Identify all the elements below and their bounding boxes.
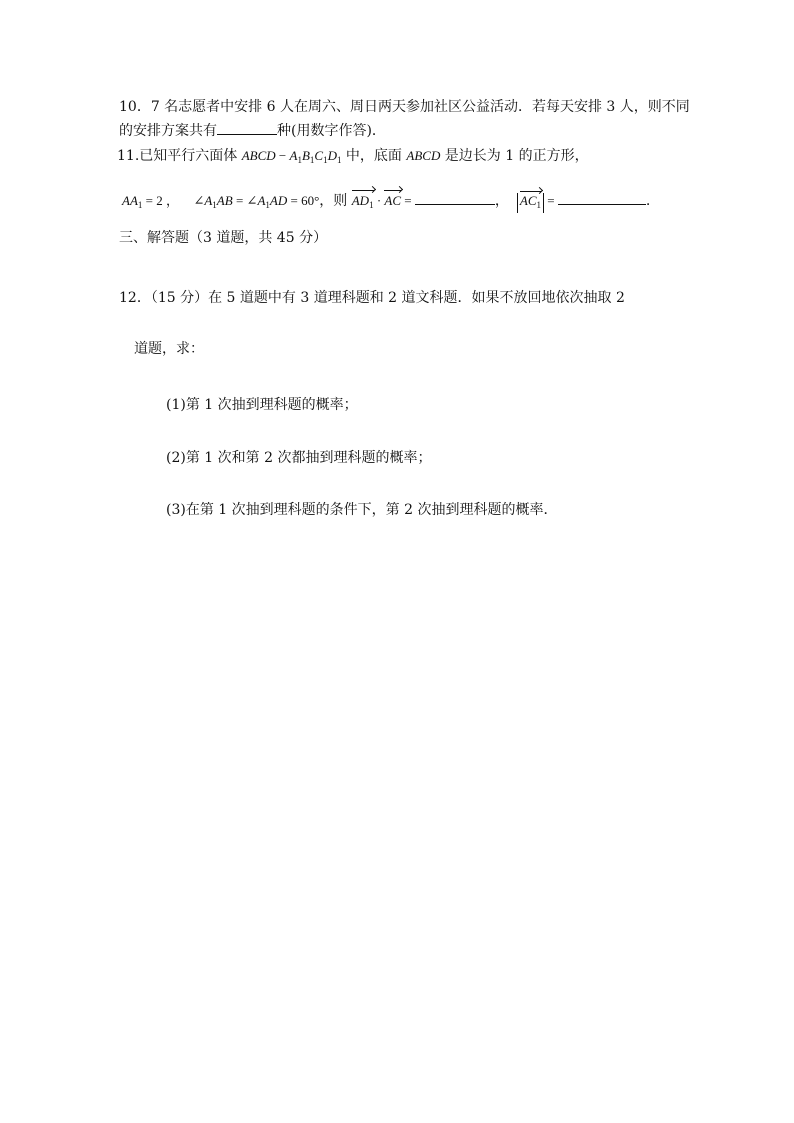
q11-angle-equation: $\angle A_1AB$ = $\angle A_1AD = 60^\circ$: [193, 193, 320, 210]
q11-then: ，则: [319, 193, 352, 209]
q10-line2: [119, 120, 386, 140]
q12-part2: (2)第 1 次和第 2 次都抽到理科题的概率；: [166, 450, 432, 466]
q11-line2: [122, 190, 650, 214]
q11-aa1-equation: $AA_1 = 2$ ，: [122, 193, 179, 210]
q10-line2-post: 种(用数字作答)．: [277, 123, 386, 139]
q11-dot-product: $AD_1$ · AC =: [352, 193, 415, 208]
q11-dot-product-blank[interactable]: [415, 190, 495, 205]
q11-magnitude-ac1: [517, 193, 544, 213]
q11-line1: [117, 147, 589, 169]
q11-solid-name: ABCD − $A_1B_1C_1D_1$: [241, 148, 342, 165]
q11-intro: 11.已知平行六面体: [117, 148, 242, 164]
q11-line1-tail: 是边长为 1 的正方形，: [440, 148, 589, 164]
q11-equals: =: [544, 193, 558, 208]
q10-line1: 10．7 名志愿者中安排 6 人在周六、周日两天参加社区公益活动．若每天安排 3 人，则不同: [119, 99, 690, 115]
q12-part1: (1)第 1 次抽到理科题的概率；: [166, 397, 358, 413]
vector-ad1: $AD_1$: [352, 192, 374, 214]
q12-part3: (3)在第 1 次抽到理科题的条件下，第 2 次抽到理科题的概率．: [166, 502, 558, 518]
q12-line1: 12．（15 分）在 5 道题中有 3 道理科题和 2 道文科题．如果不放回地依次抽取 2: [119, 290, 625, 306]
section3-title: 三、解答题（3 道题，共 45 分）: [119, 230, 328, 246]
q11-base-label: 中，底面: [341, 148, 407, 164]
q11-period: .: [645, 193, 651, 209]
vector-ac1: $AC_1$: [520, 193, 541, 213]
q11-comma: ，: [494, 193, 509, 209]
q11-base-name: ABCD: [406, 148, 441, 163]
q10-answer-blank[interactable]: [217, 120, 277, 135]
q12-line2: 道题，求：: [134, 341, 204, 357]
q11-magnitude-blank[interactable]: [558, 190, 646, 205]
vector-ac: AC: [384, 193, 402, 208]
q10-line2-pre: 的安排方案共有: [119, 123, 217, 139]
